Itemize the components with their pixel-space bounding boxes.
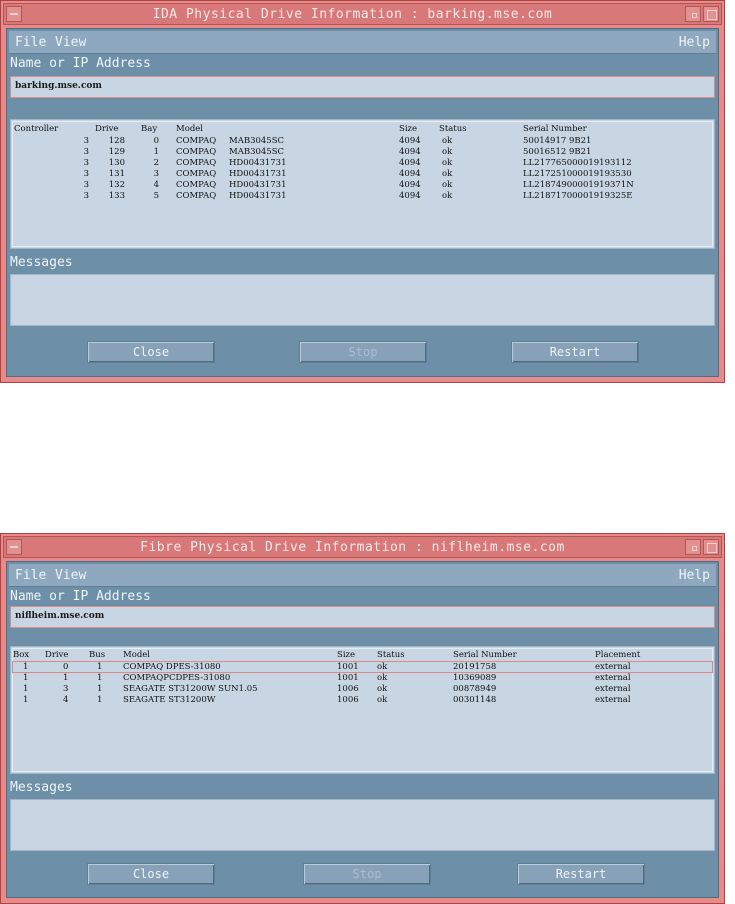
window-client-area xyxy=(6,28,719,377)
name-address-input[interactable]: barking.mse.com xyxy=(10,76,715,98)
cell-controller: 3 xyxy=(83,158,89,168)
cell-model: MAB3045SC xyxy=(229,136,285,146)
col-model[interactable]: Model xyxy=(176,124,204,134)
cell-status: ok xyxy=(442,158,453,168)
window-titlebar[interactable] xyxy=(3,3,722,25)
minimize-icon[interactable] xyxy=(685,6,701,22)
cell-drive: 133 xyxy=(108,191,125,201)
col-status[interactable]: Status xyxy=(439,124,467,134)
col-drive[interactable]: Drive xyxy=(95,124,119,134)
cell-serial: 50016512 9B21 xyxy=(523,147,592,157)
cell-status: ok xyxy=(442,191,453,201)
table-row[interactable] xyxy=(11,695,714,706)
stop-button[interactable]: Stop xyxy=(299,341,427,363)
cell-controller: 3 xyxy=(83,136,89,146)
col-model[interactable]: Model xyxy=(123,650,151,660)
table-row[interactable] xyxy=(11,180,714,191)
cell-serial: 50014917 9B21 xyxy=(523,136,592,146)
name-address-input[interactable]: niflheim.mse.com xyxy=(10,606,715,628)
table-row[interactable] xyxy=(11,191,714,202)
cell-placement: external xyxy=(595,662,631,672)
drive-list[interactable] xyxy=(10,646,715,774)
cell-serial: LL217251000019193530 xyxy=(523,169,632,179)
cell-model: HD00431731 xyxy=(229,180,287,190)
cell-bus: 1 xyxy=(97,684,103,694)
cell-size: 4094 xyxy=(399,136,421,146)
name-address-label: Name or IP Address xyxy=(10,56,151,71)
cell-vendor: COMPAQ xyxy=(176,147,217,157)
table-row[interactable] xyxy=(11,662,714,673)
cell-drive: 131 xyxy=(108,169,125,179)
menu-bar xyxy=(9,31,716,54)
cell-vendor: COMPAQ xyxy=(176,191,217,201)
window-client-area xyxy=(6,561,719,898)
drive-list-header xyxy=(11,650,714,661)
cell-size: 1006 xyxy=(337,695,359,705)
col-box[interactable]: Box xyxy=(13,650,30,660)
cell-status: ok xyxy=(377,662,388,672)
cell-vendor: COMPAQ xyxy=(176,158,217,168)
table-row[interactable] xyxy=(11,673,714,684)
menu-view[interactable]: View xyxy=(55,35,87,50)
cell-model: SEAGATE ST31200W xyxy=(123,695,216,705)
cell-drive: 128 xyxy=(108,136,125,146)
drive-list-header xyxy=(11,124,714,135)
col-bus[interactable]: Bus xyxy=(89,650,106,660)
cell-model: COMPAQ DPES-31080 xyxy=(123,662,221,672)
minimize-icon[interactable] xyxy=(685,539,701,555)
col-size[interactable]: Size xyxy=(337,650,356,660)
table-row[interactable] xyxy=(11,136,714,147)
menu-help[interactable]: Help xyxy=(678,568,710,583)
cell-size: 4094 xyxy=(399,158,421,168)
cell-size: 1001 xyxy=(337,662,359,672)
cell-placement: external xyxy=(595,673,631,683)
cell-size: 4094 xyxy=(399,191,421,201)
cell-size: 4094 xyxy=(399,147,421,157)
close-button[interactable]: Close xyxy=(87,863,215,885)
cell-serial: LL21874900001919371N xyxy=(523,180,634,190)
cell-drive: 130 xyxy=(108,158,125,168)
cell-box: 1 xyxy=(23,662,29,672)
cell-status: ok xyxy=(442,180,453,190)
cell-status: ok xyxy=(442,147,453,157)
cell-status: ok xyxy=(442,169,453,179)
table-row[interactable] xyxy=(11,147,714,158)
col-serial[interactable]: Serial Number xyxy=(453,650,517,660)
table-row[interactable] xyxy=(11,158,714,169)
window-title: IDA Physical Drive Information : barking.mse.com xyxy=(152,7,553,22)
cell-drive: 4 xyxy=(63,695,69,705)
close-button[interactable]: Close xyxy=(87,341,215,363)
cell-serial: 00878949 xyxy=(453,684,497,694)
menu-help[interactable]: Help xyxy=(678,35,710,50)
cell-size: 1006 xyxy=(337,684,359,694)
cell-model: SEAGATE ST31200W SUN1.05 xyxy=(123,684,258,694)
menu-bar xyxy=(9,564,716,587)
cell-model: HD00431731 xyxy=(229,158,287,168)
col-bay[interactable]: Bay xyxy=(141,124,158,134)
cell-status: ok xyxy=(377,684,388,694)
messages-label: Messages xyxy=(10,255,73,270)
cell-size: 4094 xyxy=(399,169,421,179)
cell-drive: 129 xyxy=(108,147,125,157)
maximize-icon[interactable] xyxy=(703,6,719,22)
col-drive[interactable]: Drive xyxy=(45,650,69,660)
cell-bay: 1 xyxy=(153,147,159,157)
cell-serial: LL21871700001919325E xyxy=(523,191,633,201)
ida-drive-info-window xyxy=(0,0,725,383)
cell-bay: 4 xyxy=(153,180,159,190)
cell-drive: 1 xyxy=(63,673,69,683)
cell-serial: 20191758 xyxy=(453,662,497,672)
cell-bay: 5 xyxy=(153,191,159,201)
cell-controller: 3 xyxy=(83,191,89,201)
table-row[interactable] xyxy=(11,684,714,695)
col-serial[interactable]: Serial Number xyxy=(523,124,587,134)
cell-serial: 10369089 xyxy=(453,673,497,683)
maximize-icon[interactable] xyxy=(703,539,719,555)
restart-button[interactable]: Restart xyxy=(511,341,639,363)
cell-vendor: COMPAQ xyxy=(176,180,217,190)
cell-controller: 3 xyxy=(83,180,89,190)
name-address-label: Name or IP Address xyxy=(10,589,151,604)
cell-drive: 0 xyxy=(63,662,69,672)
col-status[interactable]: Status xyxy=(377,650,405,660)
window-title: Fibre Physical Drive Information : niflheim.mse.com xyxy=(140,540,565,555)
col-placement[interactable]: Placement xyxy=(595,650,641,660)
window-menu-icon[interactable] xyxy=(6,539,22,555)
stop-button[interactable]: Stop xyxy=(303,863,431,885)
cell-status: ok xyxy=(377,673,388,683)
window-menu-icon[interactable] xyxy=(6,6,22,22)
col-size[interactable]: Size xyxy=(399,124,418,134)
messages-label: Messages xyxy=(10,780,73,795)
cell-vendor: COMPAQ xyxy=(176,136,217,146)
cell-box: 1 xyxy=(23,673,29,683)
menu-view[interactable]: View xyxy=(55,568,87,583)
cell-bay: 0 xyxy=(153,136,159,146)
cell-controller: 3 xyxy=(83,147,89,157)
cell-drive: 132 xyxy=(108,180,125,190)
cell-controller: 3 xyxy=(83,169,89,179)
cell-placement: external xyxy=(595,684,631,694)
restart-button[interactable]: Restart xyxy=(517,863,645,885)
cell-box: 1 xyxy=(23,695,29,705)
col-controller[interactable]: Controller xyxy=(14,124,59,134)
cell-bus: 1 xyxy=(97,662,103,672)
cell-bus: 1 xyxy=(97,695,103,705)
cell-drive: 3 xyxy=(63,684,69,694)
window-titlebar[interactable] xyxy=(3,536,722,558)
cell-model: HD00431731 xyxy=(229,191,287,201)
menu-file[interactable]: File xyxy=(15,568,47,583)
cell-model: HD00431731 xyxy=(229,169,287,179)
cell-vendor: COMPAQ xyxy=(176,169,217,179)
cell-model: COMPAQPCDPES-31080 xyxy=(123,673,231,683)
messages-area[interactable] xyxy=(10,274,715,326)
cell-serial: 00301148 xyxy=(453,695,497,705)
fibre-drive-info-window xyxy=(0,533,725,904)
table-row[interactable] xyxy=(11,169,714,180)
cell-size: 1001 xyxy=(337,673,359,683)
cell-serial: LL217765000019193112 xyxy=(523,158,632,168)
menu-file[interactable]: File xyxy=(15,35,47,50)
cell-size: 4094 xyxy=(399,180,421,190)
cell-model: MAB3045SC xyxy=(229,147,285,157)
cell-bay: 3 xyxy=(153,169,159,179)
cell-box: 1 xyxy=(23,684,29,694)
cell-status: ok xyxy=(377,695,388,705)
cell-bay: 2 xyxy=(153,158,159,168)
cell-status: ok xyxy=(442,136,453,146)
cell-bus: 1 xyxy=(97,673,103,683)
cell-placement: external xyxy=(595,695,631,705)
messages-area[interactable] xyxy=(10,799,715,851)
drive-list[interactable] xyxy=(10,119,715,249)
